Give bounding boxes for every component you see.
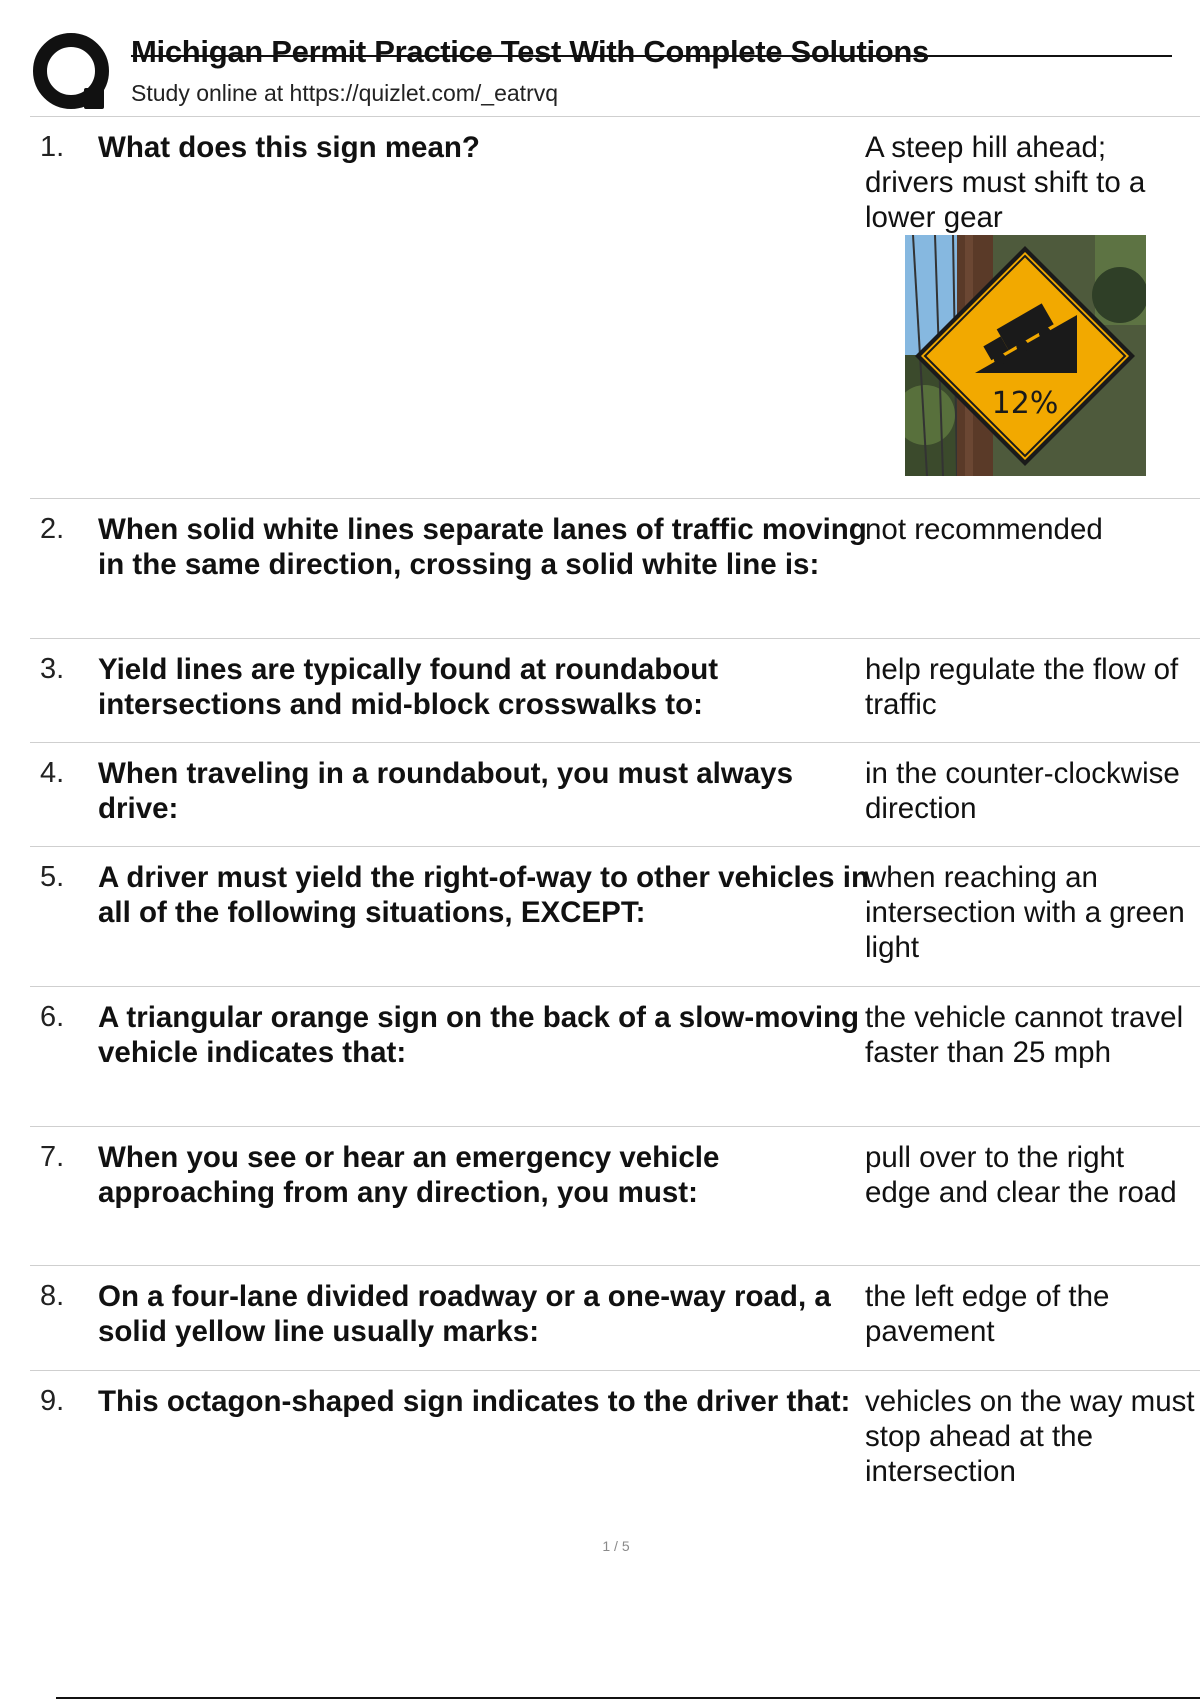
question-row [30,1127,1200,1266]
answer-text: in the counter-clockwise direction [865,757,1180,825]
answer-text: help regulate the flow of traffic [865,653,1179,721]
page-indicator: 1 / 5 [602,1538,630,1554]
question-number: 4. [40,757,65,789]
question-number: 9. [40,1385,65,1417]
steep-grade-warning-sign-icon [905,235,1146,476]
question-number: 8. [40,1280,65,1312]
answer-text: not recommended [865,513,1103,546]
question-number: 3. [40,653,65,685]
question-text: When traveling in a roundabout, you must always drive: [98,757,793,825]
footer-divider [56,1697,1200,1699]
question-number: 7. [40,1141,65,1173]
question-text: Yield lines are typically found at roundabout intersections and mid-block crosswalks to: [98,653,719,721]
question-text: A triangular orange sign on the back of a slow-moving vehicle indicates that: [98,1001,860,1069]
answer-text: vehicles on the way must stop ahead at the intersection [865,1385,1195,1488]
question-number: 6. [40,1001,65,1033]
question-text: A driver must yield the right-of-way to other vehicles in all of the following situations, EXCEPT: [98,861,869,929]
question-number: 5. [40,861,65,893]
sign-grade-text: 12% [991,386,1059,421]
answer-text: A steep hill ahead; drivers must shift to a lower gear [865,131,1146,234]
question-row [30,1371,1200,1511]
answer-text: the left edge of the pavement [865,1280,1110,1348]
question-row [30,639,1200,743]
question-text: On a four-lane divided roadway or a one-way road, a solid yellow line usually marks: [98,1280,831,1348]
question-row [30,743,1200,847]
question-text: When solid white lines separate lanes of traffic moving in the same direction, crossing a solid white line is: [98,513,867,581]
question-row [30,987,1200,1127]
question-row [30,1266,1200,1371]
question-row [30,847,1200,987]
question-row [30,117,1200,499]
question-number: 2. [40,513,65,545]
question-text: This octagon-shaped sign indicates to the driver that: [98,1385,851,1418]
answer-text: when reaching an intersection with a green light [865,861,1185,964]
answer-text: the vehicle cannot travel faster than 25 mph [865,1001,1184,1069]
study-online-link[interactable]: Study online at https://quizlet.com/_eatrvq [131,80,559,106]
page-header [30,30,1150,116]
answer-text: pull over to the right edge and clear the road [865,1141,1177,1209]
quizlet-q-logo-icon [32,32,114,114]
question-text: What does this sign mean? [98,131,480,164]
document-title: Michigan Permit Practice Test With Complete Solutions [131,34,929,69]
question-row [30,499,1200,639]
question-number: 1. [40,131,65,163]
question-text: When you see or hear an emergency vehicle approaching from any direction, you must: [98,1141,720,1209]
question-answer-list [30,117,1200,1511]
